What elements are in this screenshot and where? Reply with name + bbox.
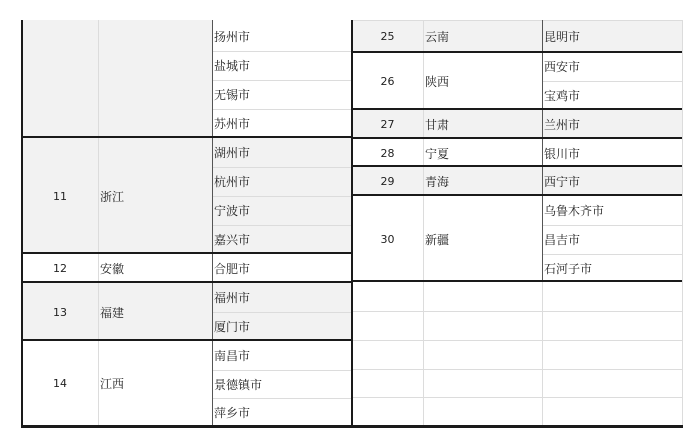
table-cell-province[interactable]: 福建 [100,305,125,320]
table-cell-province[interactable]: 安徽 [100,261,125,276]
grid-line [542,20,543,282]
grid-line [212,51,352,52]
table-frame-divider [351,20,353,428]
table-cell-city[interactable]: 萍乡市 [214,405,251,420]
table-cell-city[interactable]: 南昌市 [214,349,251,363]
table-cell-province[interactable]: 浙江 [100,189,125,204]
grid-line [352,20,682,21]
table-cell-city[interactable]: 嘉兴市 [214,233,251,247]
group-border [352,194,682,196]
table-cell-city[interactable]: 盐城市 [214,59,251,73]
group-border [352,165,682,167]
grid-line [212,225,352,226]
table-cell-city[interactable]: 兰州市 [544,118,581,132]
table-cell-city[interactable]: 厦门市 [214,320,251,334]
table-cell-province[interactable]: 江西 [100,377,125,391]
table-cell-city[interactable]: 合肥市 [214,261,251,276]
table-cell-number[interactable]: 28 [380,146,395,160]
table-frame-left [21,20,23,428]
grid-line [682,20,683,426]
grid-line [212,196,352,197]
table-cell-number[interactable]: 30 [380,232,395,246]
table-cell-city[interactable]: 福州市 [214,291,251,305]
grid-line [98,20,99,426]
group-border [352,137,682,139]
table-cell-city[interactable]: 石河子市 [544,261,593,276]
grid-line [542,225,682,226]
grid-line [352,369,682,370]
table-cell-province[interactable]: 甘肃 [425,118,450,132]
table-cell-city[interactable]: 扬州市 [214,30,251,44]
grid-line [352,311,682,312]
table-cell-number[interactable]: 11 [53,189,67,203]
group-border [352,51,682,53]
table-cell-city[interactable]: 西安市 [544,60,581,74]
table-cell-number[interactable]: 26 [380,74,395,88]
table-cell-number[interactable]: 25 [380,30,395,43]
grid-line [212,370,352,371]
grid-line [212,109,352,110]
table-frame-bottom [21,425,683,428]
table-cell-province[interactable]: 陕西 [425,74,450,89]
table-cell-number[interactable]: 27 [380,118,395,131]
table-cell-city[interactable]: 银川市 [544,146,581,161]
grid-line [542,254,682,255]
grid-line [423,282,424,426]
grid-line [212,80,352,81]
group-border [22,281,352,283]
table-cell-city[interactable]: 乌鲁木齐市 [544,204,605,218]
group-border [22,339,352,341]
grid-line [212,20,213,426]
table-cell-province[interactable]: 宁夏 [425,146,450,161]
table-cell-number[interactable]: 14 [53,377,67,390]
table-cell-province[interactable]: 青海 [425,174,450,189]
table-cell-city[interactable]: 湖州市 [214,146,251,160]
table-cell-city[interactable]: 景德镇市 [214,377,263,392]
table-cell-city[interactable]: 苏州市 [214,117,251,131]
group-border [22,252,352,254]
table-cell-province[interactable]: 新疆 [425,232,450,247]
table-cell-city[interactable]: 无锡市 [214,88,251,102]
table-cell-number[interactable]: 13 [53,305,67,319]
table-cell-city[interactable]: 西宁市 [544,174,581,189]
table-cell-province[interactable]: 云南 [425,30,450,44]
table-cell-city[interactable]: 杭州市 [214,175,251,189]
grid-line [542,282,543,426]
grid-line [212,167,352,168]
table-cell-city[interactable]: 宁波市 [214,204,251,218]
shade-continuation [22,20,212,136]
table-cell-city[interactable]: 昆明市 [544,30,581,44]
table-cell-number[interactable]: 29 [380,174,395,188]
grid-line [212,312,352,313]
group-border [352,280,682,282]
grid-line [212,398,352,399]
grid-line [423,20,424,282]
grid-line [542,81,682,82]
table-cell-number[interactable]: 12 [53,261,67,275]
group-border [352,108,682,110]
grid-line [352,340,682,341]
table-cell-city[interactable]: 宝鸡市 [544,89,581,103]
group-border [22,136,352,138]
grid-line [352,397,682,398]
table-cell-city[interactable]: 昌吉市 [544,233,581,247]
